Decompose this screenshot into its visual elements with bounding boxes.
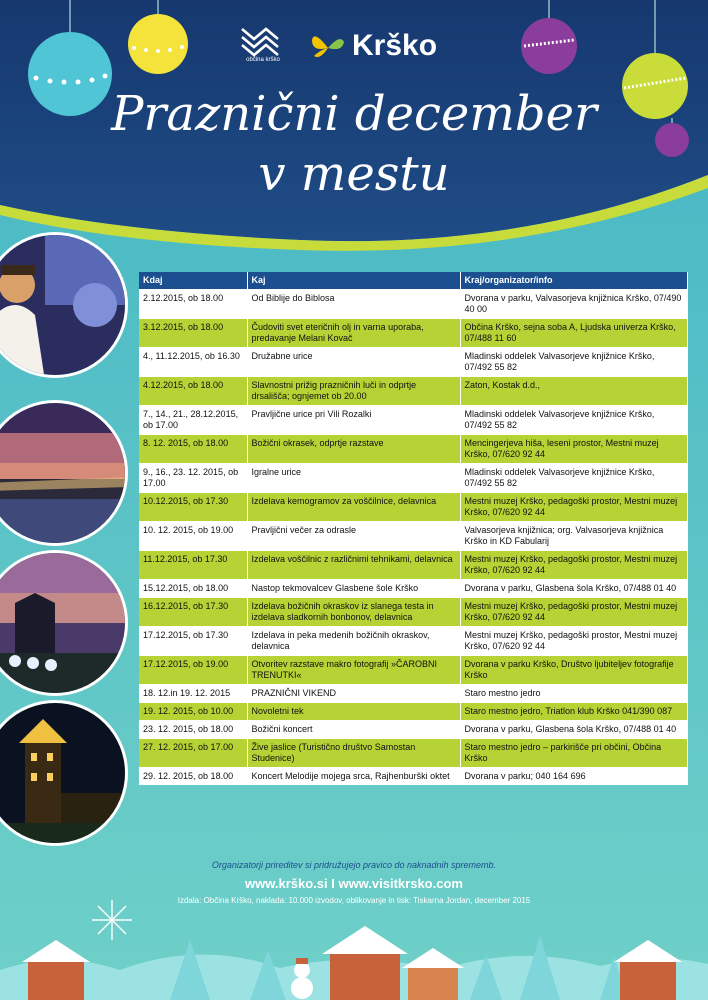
- table-row: [139, 348, 687, 377]
- snowflake-icon: [92, 900, 132, 940]
- cell-where: Občina Krško, sejna soba A, Ljudska univerza Krško, 07/488 11 60: [460, 319, 687, 348]
- cell-when: 18. 12.in 19. 12. 2015: [139, 685, 247, 703]
- table-row: [139, 377, 687, 406]
- cell-where: Mestni muzej Krško, pedagoški prostor, Mestni muzej Krško, 07/620 92 44: [460, 627, 687, 656]
- cell-where: Mestni muzej Krško, pedagoški prostor, Mestni muzej Krško, 07/620 92 44: [460, 551, 687, 580]
- cell-where: Dvorana v parku; 040 164 696: [460, 768, 687, 786]
- cell-what: Nastop tekmovalcev Glasbene šole Krško: [247, 580, 460, 598]
- butterfly-icon: [310, 30, 346, 62]
- table-row: [139, 768, 687, 786]
- cell-what: PRAZNIČNI VIKEND: [247, 685, 460, 703]
- table-row: [139, 319, 687, 348]
- cell-when: 3.12.2015, ob 18.00: [139, 319, 247, 348]
- krsko-logo-text: Krško: [352, 29, 438, 62]
- page-title-line2: v mestu: [258, 146, 450, 202]
- cell-what: Pravljični večer za odrasle: [247, 522, 460, 551]
- cell-when: 10.12.2015, ob 17.30: [139, 493, 247, 522]
- table-row: [139, 406, 687, 435]
- cell-when: 7., 14., 21., 28.12.2015, ob 17.00: [139, 406, 247, 435]
- table-row: [139, 522, 687, 551]
- cell-where: Valvasorjeva knjižnica; org. Valvasorjeva knjižnica Krško in KD Fabularij: [460, 522, 687, 551]
- cell-where: Dvorana v parku, Glasbena šola Krško, 07/488 01 40: [460, 580, 687, 598]
- cell-when: 19. 12. 2015, ob 10.00: [139, 703, 247, 721]
- cell-where: Mladinski oddelek Valvasorjeve knjižnice Krško, 07/492 55 82: [460, 464, 687, 493]
- winter-scene: [0, 900, 708, 1000]
- cell-when: 4.12.2015, ob 18.00: [139, 377, 247, 406]
- cell-when: 16.12.2015, ob 17.30: [139, 598, 247, 627]
- cell-what: Izdelava in peka medenih božičnih okraskov, delavnica: [247, 627, 460, 656]
- cell-what: Pravljične urice pri Vili Rozalki: [247, 406, 460, 435]
- cell-where: Mestni muzej Krško, pedagoški prostor, Mestni muzej Krško, 07/620 92 44: [460, 598, 687, 627]
- table-row: [139, 464, 687, 493]
- footer-imprint: Izdala: Občina Krško, naklada: 10.000 izvodov, oblikovanje in tisk: Tiskarna Jordan, december 2015: [177, 896, 531, 905]
- cell-when: 15.12.2015, ob 18.00: [139, 580, 247, 598]
- cell-when: 8. 12. 2015, ob 18.00: [139, 435, 247, 464]
- table-row: [139, 290, 687, 319]
- cell-where: Dvorana v parku, Valvasorjeva knjižnica Krško, 07/490 40 00: [460, 290, 687, 319]
- page-title-line1: Praznični december: [111, 86, 597, 142]
- cell-where: Zaton, Kostak d.d.,: [460, 377, 687, 406]
- table-row: [139, 703, 687, 721]
- cell-when: 23. 12. 2015, ob 18.00: [139, 721, 247, 739]
- table-row: [139, 598, 687, 627]
- cell-where: Mladinski oddelek Valvasorjeve knjižnice Krško, 07/492 55 82: [460, 406, 687, 435]
- table-row: [139, 739, 687, 768]
- cell-what: Družabne urice: [247, 348, 460, 377]
- obcina-krsko-logo-text: občina krško: [246, 57, 280, 63]
- cell-where: Staro mestno jedro – parkirišče pri občini, Občina Krško: [460, 739, 687, 768]
- table-row: [139, 435, 687, 464]
- table-row: [139, 685, 687, 703]
- cell-when: 10. 12. 2015, ob 19.00: [139, 522, 247, 551]
- cell-when: 17.12.2015, ob 17.30: [139, 627, 247, 656]
- cell-where: Dvorana v parku Krško, Društvo ljubiteljev fotografije Krško: [460, 656, 687, 685]
- cell-when: 11.12.2015, ob 17.30: [139, 551, 247, 580]
- column-header-when: Kdaj: [139, 272, 247, 290]
- cell-what: Koncert Melodije mojega srca, Rajhenburški oktet: [247, 768, 460, 786]
- table-row: [139, 627, 687, 656]
- cell-what: Novoletni tek: [247, 703, 460, 721]
- cell-when: 29. 12. 2015, ob 18.00: [139, 768, 247, 786]
- column-header-what: Kaj: [247, 272, 460, 290]
- cell-where: Dvorana v parku, Glasbena šola Krško, 07/488 01 40: [460, 721, 687, 739]
- table-row: [139, 580, 687, 598]
- cell-what: Božični okrasek, odprtje razstave: [247, 435, 460, 464]
- footer-links: www.krško.si I www.visitkrsko.com: [245, 876, 463, 891]
- cell-what: Otvoritev razstave makro fotografij »ČAROBNI TRENUTKI«: [247, 656, 460, 685]
- cell-what: Izdelava božičnih okraskov iz slanega testa in izdelava sladkornih bonbonov, delavnica: [247, 598, 460, 627]
- cell-when: 4., 11.12.2015, ob 16.30: [139, 348, 247, 377]
- cell-where: Staro mestno jedro, Triatlon klub Krško 041/390 087: [460, 703, 687, 721]
- cell-what: Žive jaslice (Turistično društvo Samostan Studenice): [247, 739, 460, 768]
- cell-when: 2.12.2015, ob 18.00: [139, 290, 247, 319]
- cell-what: Igralne urice: [247, 464, 460, 493]
- cell-what: Božični koncert: [247, 721, 460, 739]
- cell-what: Čudoviti svet eteričnih olj in varna uporaba, predavanje Melani Kovač: [247, 319, 460, 348]
- column-header-where: Kraj/organizator/info: [460, 272, 687, 290]
- footer-note: Organizatorji prireditev si pridružujejo pravico do naknadnih sprememb.: [211, 860, 497, 870]
- cell-when: 17.12.2015, ob 19.00: [139, 656, 247, 685]
- table-row: [139, 656, 687, 685]
- header: [0, 0, 708, 250]
- cell-what: Od Biblije do Biblosa: [247, 290, 460, 319]
- cell-where: Staro mestno jedro: [460, 685, 687, 703]
- events-table: [139, 272, 688, 785]
- cell-when: 27. 12. 2015, ob 17.00: [139, 739, 247, 768]
- table-row: [139, 721, 687, 739]
- cell-what: Izdelava kemogramov za voščilnice, delavnica: [247, 493, 460, 522]
- table-header-row: [139, 272, 687, 290]
- cell-where: Mestni muzej Krško, pedagoški prostor, Mestni muzej Krško, 07/620 92 44: [460, 493, 687, 522]
- table-row: [139, 493, 687, 522]
- cell-what: Izdelava voščilnic z različnimi tehnikami, delavnica: [247, 551, 460, 580]
- cell-where: Mencingerjeva hiša, leseni prostor, Mestni muzej Krško, 07/620 92 44: [460, 435, 687, 464]
- cell-where: Mladinski oddelek Valvasorjeve knjižnice Krško, 07/492 55 82: [460, 348, 687, 377]
- cell-what: Slavnostni prižig prazničnih luči in odprtje drsališča; ognjemet ob 20.00: [247, 377, 460, 406]
- cell-when: 9., 16., 23. 12. 2015, ob 17.00: [139, 464, 247, 493]
- table-row: [139, 551, 687, 580]
- krsko-logo: [310, 26, 437, 66]
